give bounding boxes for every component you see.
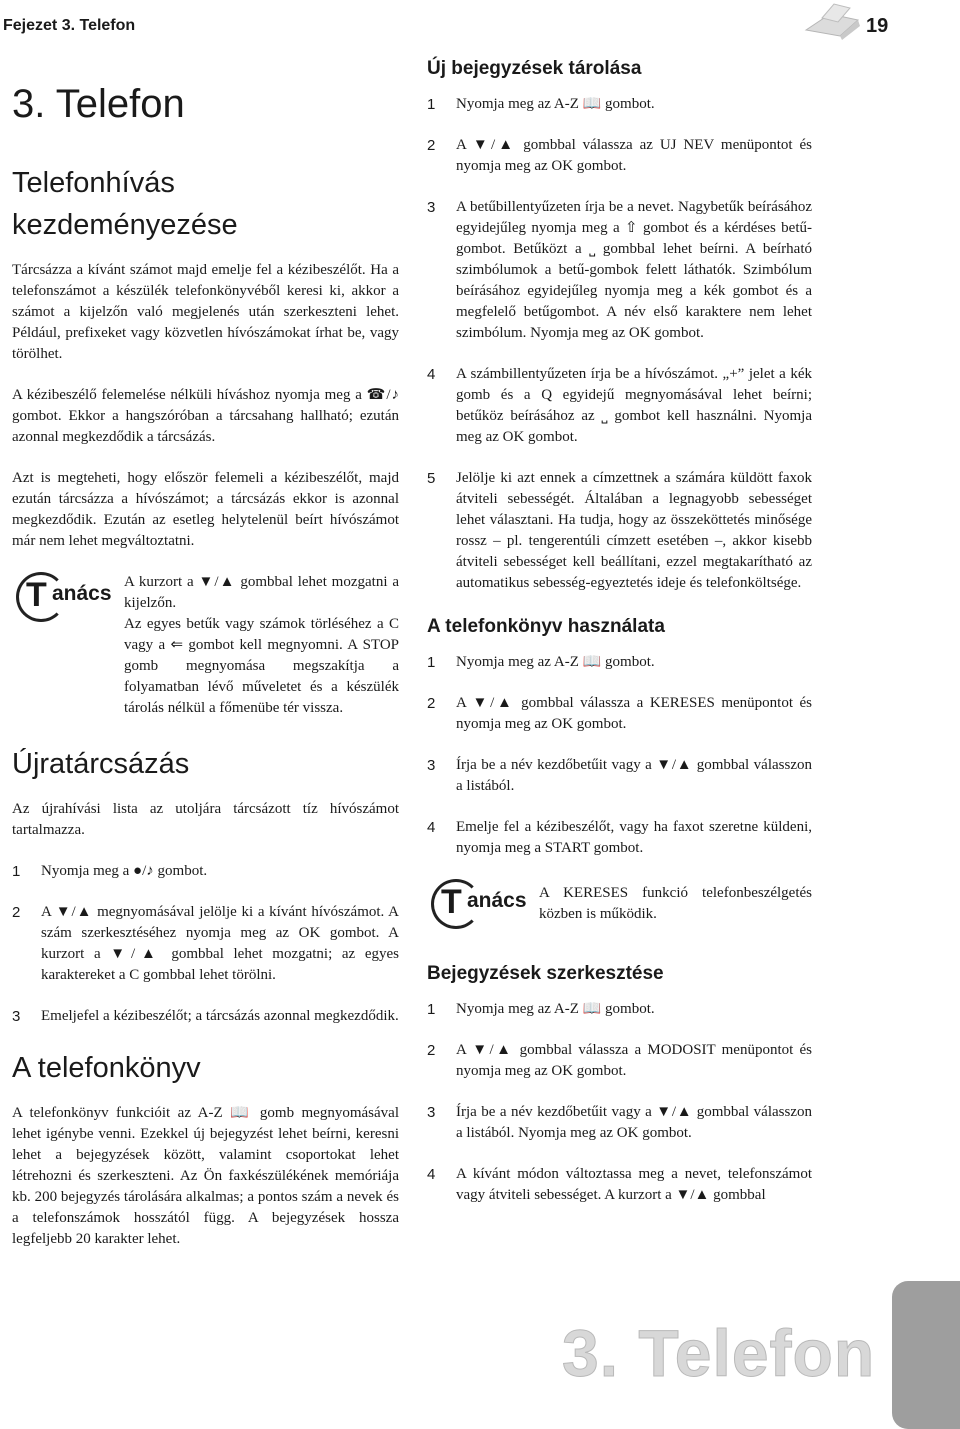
list-item: 1 Nyomja meg az A-Z 📖 gombot. — [427, 96, 655, 113]
list-item: 1 Nyomja meg az A-Z 📖 gombot. — [427, 1001, 655, 1018]
section-title-redial: Újratárcsázás — [12, 748, 190, 780]
list-item: 3 A betűbillentyűzeten írja be a nevet. Nagybetűk beírásához egyidejűleg nyomja meg a ⇧ gombot és a kérdéses betű-gombot. Betűközt a ⎵ gombbal lehet beírni. A beírható szimbólumok a betű-gombok felett láthatók. Szimbólum beírásához egyidejűleg nyomja meg a kék gombot és a megfelelő betűgombot. A név első karaktere nem lehet szimbólum. Nyomja meg az OK gombot. — [427, 199, 812, 341]
tip-logo-icon: T anács — [12, 568, 120, 626]
list-item: 1 Nyomja meg az A-Z 📖 gombot. — [427, 654, 655, 671]
section-title-phonebook: A telefonkönyv — [12, 1052, 201, 1084]
tip-text: A kurzort a ▼/▲ gombbal lehet mozgatni a kijelzőn. — [124, 574, 399, 611]
paragraph: A telefonkönyv funkcióit az A-Z 📖 gomb megnyomásával lehet igénybe venni. Ezekkel új bejegyzést lehet beírni, keresni lehet a bejegyzések között, valamint csoportokat lehet létrehozni és szerkeszteni. Az Ön faxkészülékének memóriája kb. 200 bejegyzés tárolására alkalmas; a pontos szám a nevek és a telefonszámok hosszától függ. A bejegyzések hossza legfeljebb 20 karakter lehet. — [12, 1105, 399, 1247]
tip-box — [427, 879, 812, 937]
fax-machine-icon — [800, 0, 868, 40]
right-column — [427, 56, 812, 1226]
list-item: 3 Emeljefel a kézibeszélőt; a tárcsázás azonnal megkezdődik. — [12, 1008, 399, 1025]
section-title-new-entries: Új bejegyzések tárolása — [427, 58, 642, 79]
section-title-edit-entries: Bejegyzések szerkesztése — [427, 963, 664, 984]
chapter-watermark-title: 3. Telefon — [562, 1316, 876, 1390]
list-item: 3 Írja be a név kezdőbetűit vagy a ▼/▲ gombbal válasszon a listából. — [427, 757, 812, 794]
page-number: 19 — [866, 15, 889, 37]
section-title-call: Telefonhívás kezdeményezése — [12, 167, 238, 241]
list-item: 5 Jelölje ki azt ennek a címzettnek a számára küldött faxok átviteli sebességét. Általában a legnagyobb sebességet lehet választani. Ha tudja, hogy az összeköttetés minősége rossz – pl. tengerentúli címzett esetében –, akkor kisebb átviteli sebességet kell beállítani, ezzel megtakarítható az automatikus sebesség-egyeztetés ideje és telefonköltsége. — [427, 470, 812, 591]
list-item: 3 Írja be a név kezdőbetűit vagy a ▼/▲ gombbal válasszon a listából. Nyomja meg az OK gombot. — [427, 1104, 812, 1141]
paragraph: Az újrahívási lista az utoljára tárcsázott tíz hívószámot tartalmazza. — [12, 801, 399, 838]
list-item: 2 A ▼/▲ megnyomásával jelölje ki a kívánt hívószámot. A szám szerkesztéséhez nyomja meg az OK gombot. A kurzort a ▼/▲ gombbal lehet mozgatni; az egyes karaktereket a C gombbal lehet törölni. — [12, 904, 399, 983]
paragraph: Tárcsázza a kívánt számot majd emelje fel a kézibeszélőt. Ha a telefonszámot a készülék telefonkönyvéből keresi ki, akkor a számot a kijelzőn való megjelenés után szerkeszteni lehet. Például, prefixeket vagy közvetlen hívószámokat írhat be, vagy törölhet. — [12, 262, 399, 362]
tip-text: Az egyes betűk vagy számok törléséhez a C vagy a ⇐ gombot kell megnyomni. A STOP gomb megnyomása megszakítja a folyamatban lévő műveletet és a készülék tárolás nélkül a főmenübe tér vissza. — [124, 616, 399, 716]
list-item: 4 Emelje fel a kézibeszélőt, vagy ha faxot szeretne küldeni, nyomja meg a START gombot. — [427, 819, 812, 856]
list-item: 4 A kívánt módon változtassa meg a nevet, telefonszámot vagy átviteli sebességet. A kurzort a ▼/▲ gombbal — [427, 1166, 812, 1203]
section-title-using-phonebook: A telefonkönyv használata — [427, 616, 665, 637]
list-item: 4 A számbillentyűzeten írja be a hívószámot. „+” jelet a kék gomb és a Q egyidejű megnyomásával lehet beírni; betűköz beírásához az ⎵ gombot kell használni. Nyomja meg az OK gombot. — [427, 366, 812, 445]
tip-text: A KERESES funkció telefonbeszélgetés közben is működik. — [539, 885, 812, 922]
chapter-side-tab — [892, 1281, 960, 1429]
chapter-title: 3. Telefon — [12, 82, 185, 126]
paragraph: A kézibeszélő felemelése nélküli híváshoz nyomja meg a ☎/♪ gombot. Ekkor a hangszóróban a tárcsahang hallható; ezután azonnal megkezdődik a tárcsázás. — [12, 387, 399, 445]
paragraph: Azt is megteheti, hogy először felemeli a kézibeszélőt, majd ezután tárcsázza a hívószámot; a tárcsázás ekkor is azonnal megkezdődik. Ezután az esetleg helytelenül beírt hívószámot már nem lehet megváltoztatni. — [12, 470, 399, 549]
list-item: 1 Nyomja meg a ●/♪ gombot. — [12, 863, 208, 880]
left-column — [12, 80, 399, 1270]
list-item: 2 A ▼/▲ gombbal válassza a KERESES menüpontot és nyomja meg az OK gombot. — [427, 695, 812, 732]
tip-logo-icon: T anács — [427, 875, 535, 933]
list-item: 2 A ▼/▲ gombbal válassza a MODOSIT menüpontot és nyomja meg az OK gombot. — [427, 1042, 812, 1079]
list-item: 2 A ▼/▲ gombbal válassza az UJ NEV menüpontot és nyomja meg az OK gombot. — [427, 137, 812, 174]
tip-box — [12, 572, 399, 719]
chapter-header: Fejezet 3. Telefon — [3, 17, 136, 34]
